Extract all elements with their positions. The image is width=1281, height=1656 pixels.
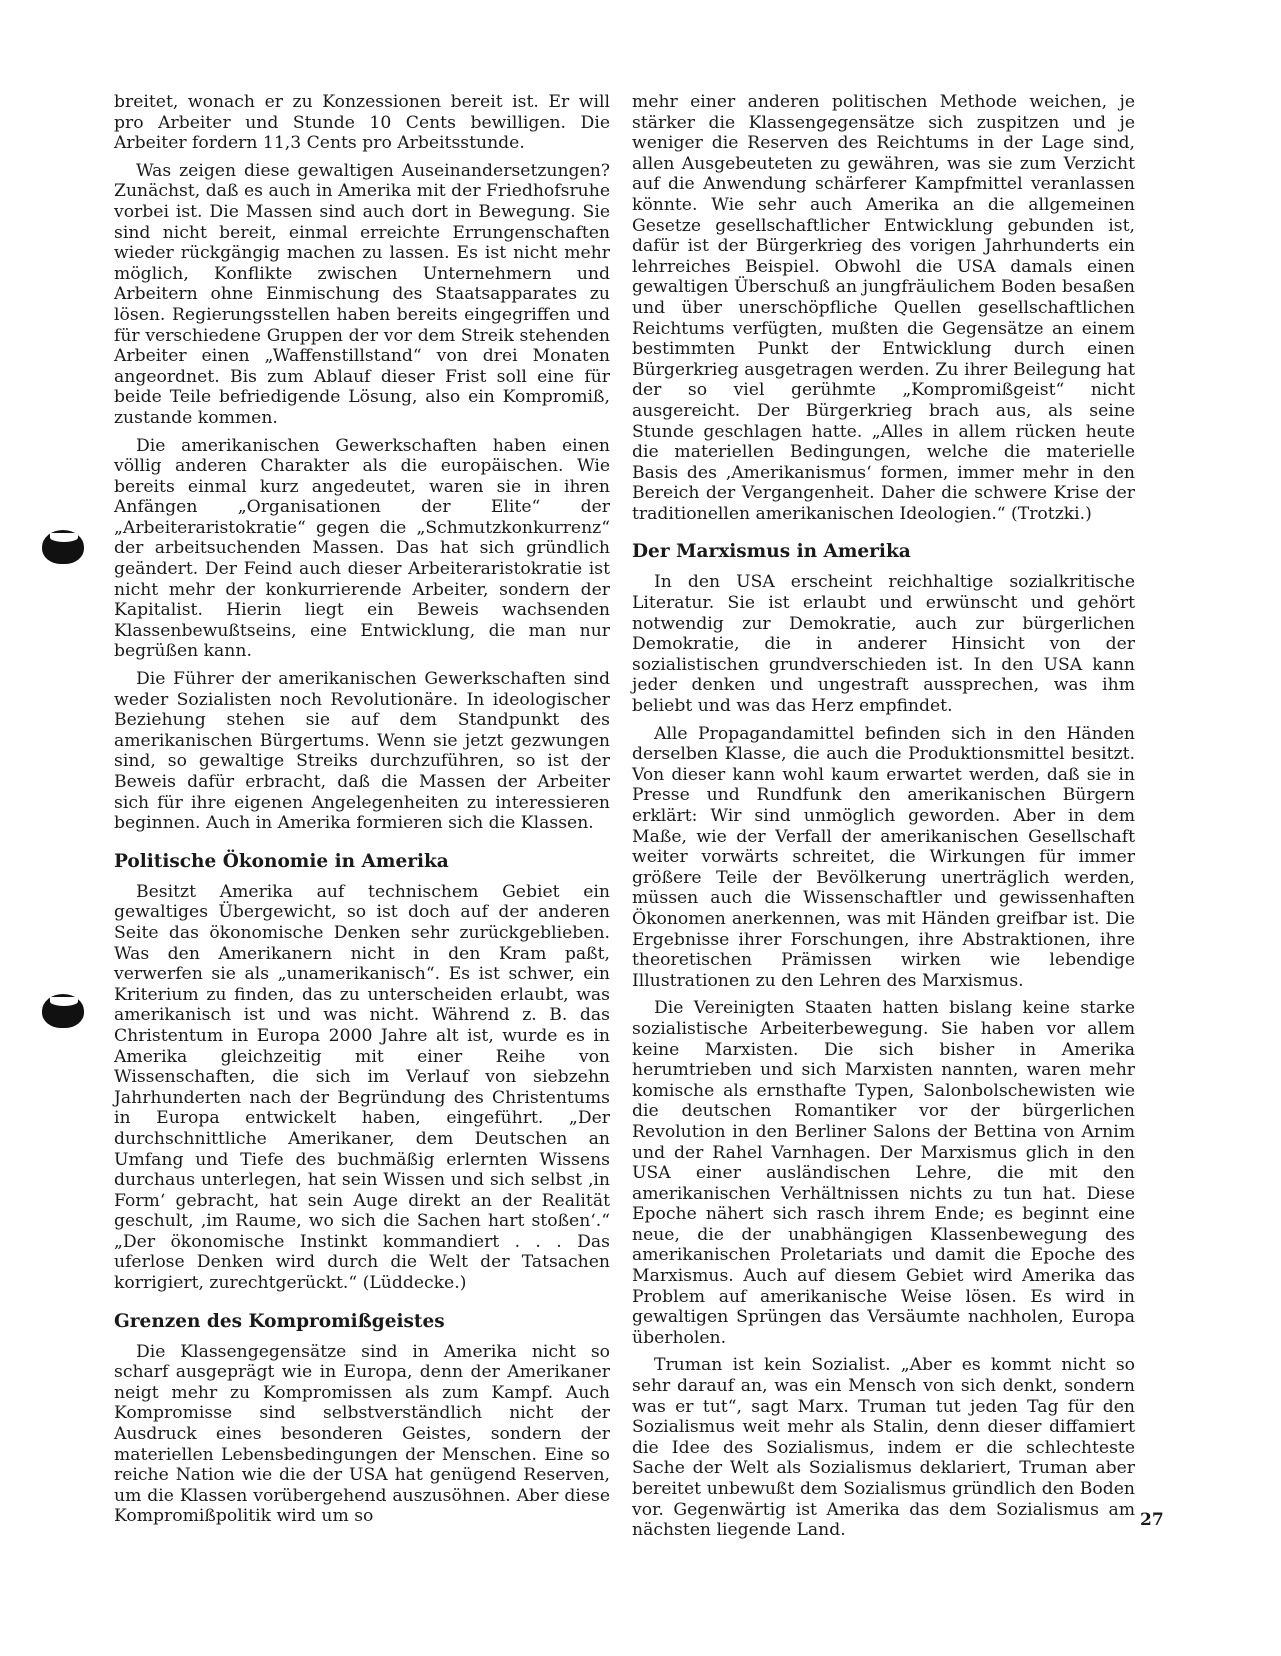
section-heading: Der Marxismus in Amerika [632, 541, 911, 563]
paragraph: breitet, wonach er zu Konzessionen bereit ist. Er will pro Arbeiter und Stunde 10 Cents bewilligen. Die Arbeiter fordern 11,3 Cents pro Arbeitsstunde. [114, 92, 610, 154]
section-heading: Politische Ökonomie in Amerika [114, 850, 449, 872]
paragraph: In den USA erscheint reichhaltige sozialkritische Literatur. Sie ist erlaubt und erwünscht und gehört notwendig zur Demokratie, auch zur bürgerlichen Demokratie, die in anderer Hinsicht von der sozialistischen grundverschieden ist. In den USA kann jeder denken und ungestraft aussprechen, was ihm beliebt und was das Herz empfindet. [632, 572, 1135, 717]
paragraph: Die Vereinigten Staaten hatten bislang keine starke sozialistische Arbeiterbewegung. Sie haben vor allem keine Marxisten. Die sich bisher in Amerika herumtrieben und sich Marxisten nannten, waren mehr komische als ernsthafte Typen, Salonbolschewisten wie die deutschen Romantiker vor der bürgerlichen Revolution in den Berliner Salons der Bettina von Arnim und der Rahel Varnhagen. Der Marxismus glich in den USA einer ausländischen Lehre, die mit den amerikanischen Verhältnissen nichts zu tun hat. Diese Epoche nähert sich rasch ihrem Ende; es beginnt eine neue, die der unabhängigen Klassenbewegung des amerikanischen Proletariats und damit die Epoche des Marxismus. Auch auf diesem Gebiet wird Amerika das Problem auf amerikanische Weise lösen. Es wird in gewaltigen Sprüngen das Versäumte nachholen, Europa überholen. [632, 998, 1135, 1348]
paragraph: Die amerikanischen Gewerkschaften haben einen völlig anderen Charakter als die europäischen. Wie bereits einmal kurz angedeutet, waren sie in ihren Anfängen „Organisationen der Elite“ der „Arbeiteraristokratie“ gegen die „Schmutzkonkurrenz“ der arbeitsuchenden Massen. Das hat sich gründlich geändert. Der Feind auch dieser Arbeiteraristokratie ist nicht mehr der konkurrierende Arbeiter, sondern der Kapitalist. Hierin liegt ein Beweis wachsenden Klassenbewußtseins, eine Entwicklung, die man nur begrüßen kann. [114, 435, 610, 662]
left-column [114, 92, 610, 1534]
paragraph: Die Klassengegensätze sind in Amerika nicht so scharf ausgeprägt wie in Europa, denn der Amerikaner neigt mehr zu Kompromissen als zum Kampf. Auch Kompromisse sind selbstverständlich nicht der Ausdruck eines besonderen Geistes, sondern der materiellen Lebensbedingungen der Menschen. Eine so reiche Nation wie die der USA hat genügend Reserven, um die Klassen vorübergehend auszusöhnen. Aber diese Kompromißpolitik wird um so [114, 1341, 610, 1527]
paragraph: Die Führer der amerikanischen Gewerkschaften sind weder Sozialisten noch Revolutionäre. In ideologischer Beziehung stehen sie auf dem Standpunkt des amerikanischen Bürgertums. Wenn sie jetzt gezwungen sind, so gewaltige Streiks durchzuführen, so ist der Beweis dafür erbracht, daß die Massen der Arbeiter sich für ihre eigenen Angelegenheiten zu interessieren beginnen. Auch in Amerika formieren sich die Klassen. [114, 669, 610, 834]
paragraph: Besitzt Amerika auf technischem Gebiet ein gewaltiges Übergewicht, so ist doch auf der anderen Seite das ökonomische Denken sehr zurückgeblieben. Was den Amerikanern nicht in den Kram paßt, verwerfen sie als „unamerikanisch“. Es ist schwer, ein Kriterium zu finden, das zu unterscheiden erlaubt, was amerikanisch ist und was nicht. Während z. B. das Christentum in Europa 2000 Jahre alt ist, wurde es in Amerika gleichzeitig mit einer Reihe von Wissenschaften, die sich im Verlauf von siebzehn Jahrhunderten nach der Begründung des Christentums in Europa entwickelt haben, eingeführt. „Der durchschnittliche Amerikaner, dem Deutschen an Umfang und Tiefe des buchmäßig erlernten Wissens durchaus unterlegen, hat sein Wissen und sich selbst ‚in Form‘ gebracht, hat sein Auge direkt an der Realität geschult, ‚im Raume, wo sich die Sachen hart stoßen‘.“ „Der ökonomische Instinkt kommandiert . . . Das uferlose Denken wird durch die Welt der Tatsachen korrigiert, zurechtgerückt.“ (Lüddecke.) [114, 881, 610, 1294]
page-number: 27 [1140, 1510, 1164, 1530]
right-column [632, 92, 1135, 1548]
paragraph: mehr einer anderen politischen Methode weichen, je stärker die Klassengegensätze sich zuspitzen und je weniger die Reserven des Reichtums in der Lage sind, allen Ausgebeuteten zu gewähren, was sie zum Verzicht auf die Anwendung schärferer Kampfmittel veranlassen könnte. Wie sehr auch Amerika an die allgemeinen Gesetze gesellschaftlicher Entwicklung gebunden ist, dafür ist der Bürgerkrieg des vorigen Jahrhunderts ein lehrreiches Beispiel. Obwohl die USA damals einen gewaltigen Überschuß an jungfräulichem Boden besaßen und über unerschöpfliche Quellen gesellschaftlichen Reichtums verfügten, mußten die Gegensätze an einem bestimmten Punkt der Entwicklung durch einen Bürgerkrieg ausgetragen werden. Zu ihrer Beilegung hat der so viel gerühmte „Kompromißgeist“ nicht ausgereicht. Der Bürgerkrieg brach aus, als seine Stunde geschlagen hatte. „Alles in allem rücken heute die materiellen Bedingungen, welche die materielle Basis des ‚Amerikanismus‘ formen, immer mehr in den Bereich der Vergangenheit. Daher die schwere Krise der traditionellen amerikanischen Ideologien.“ (Trotzki.) [632, 92, 1135, 524]
paragraph: Was zeigen diese gewaltigen Auseinandersetzungen? Zunächst, daß es auch in Amerika mit der Friedhofsruhe vorbei ist. Die Massen sind auch dort in Bewegung. Sie sind nicht bereit, einmal erreichte Errungenschaften wieder rückgängig machen zu lassen. Es ist nicht mehr möglich, Konflikte zwischen Unternehmern und Arbeitern ohne Einmischung des Staatsapparates zu lösen. Regierungsstellen haben bereits eingegriffen und für verschiedene Gruppen der vor dem Streik stehenden Arbeiter einen „Waffenstillstand“ von drei Monaten angeordnet. Bis zum Ablauf dieser Frist soll eine für beide Teile befriedigende Lösung, also ein Kompromiß, zustande kommen. [114, 160, 610, 428]
punch-hole-mark [42, 994, 84, 1028]
paragraph: Alle Propagandamittel befinden sich in den Händen derselben Klasse, die auch die Produktionsmittel besitzt. Von dieser kann wohl kaum erwartet werden, daß sie in Presse und Rundfunk den amerikanischen Bürgern erklärt: Wir sind unmöglich geworden. Aber in dem Maße, wie der Verfall der amerikanischen Gesellschaft weiter vorwärts schreitet, die Wirkungen für immer größere Teile der Bevölkerung unerträglich werden, müssen auch die Wissenschaftler und gewissenhaften Ökonomen anerkennen, was mit Händen greifbar ist. Die Ergebnisse ihrer Forschungen, ihre Abstraktionen, ihre theoretischen Prämissen wirken wie lebendige Illustrationen zu den Lehren des Marxismus. [632, 723, 1135, 991]
section-heading: Grenzen des Kompromißgeistes [114, 1310, 445, 1332]
punch-hole-mark [42, 530, 84, 564]
paragraph: Truman ist kein Sozialist. „Aber es kommt nicht so sehr darauf an, was ein Mensch von sich denkt, sondern was er tut“, sagt Marx. Truman tut jeden Tag für den Sozialismus weit mehr als Stalin, denn dieser diffamiert die Idee des Sozialismus, indem er die schlechteste Sache der Welt als Sozialismus deklariert, Truman aber bereitet unbewußt dem Sozialismus gründlich den Boden vor. Gegenwärtig ist Amerika das dem Sozialismus am nächsten liegende Land. [632, 1355, 1135, 1541]
